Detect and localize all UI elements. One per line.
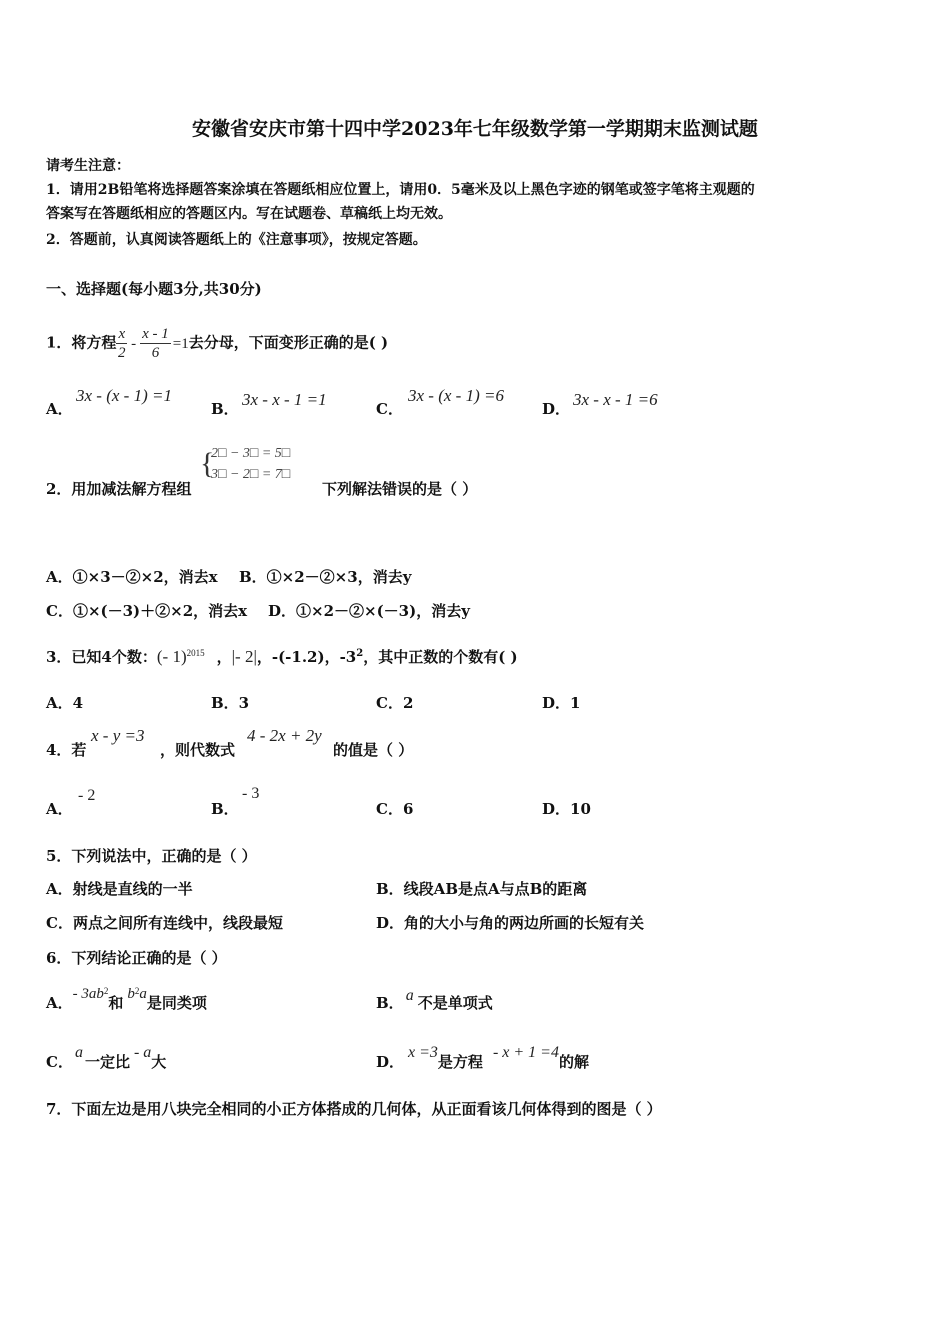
q3-suffix: ，其中正数的个数有( ) — [363, 648, 518, 666]
q3-comma: ， — [216, 648, 232, 666]
q6-option-a — [46, 986, 207, 1013]
q1-label-b: B． — [211, 400, 239, 418]
q1-equals: =1 — [172, 335, 189, 352]
q4-expression: 4 - 2x + 2y — [247, 726, 322, 745]
q6-a-term-1: - 3ab — [72, 986, 104, 1002]
q4-prefix: 4．若 — [46, 741, 87, 759]
q6-d-text: 是方程 — [437, 1053, 483, 1071]
q2-prefix: 2．用加减法解方程组 — [46, 480, 192, 498]
q5-option-b: B．线段AB是点A与点B的距离 — [376, 880, 588, 898]
q3-expr-2: |- 2| — [231, 647, 257, 666]
q3-rest-exponent: 2 — [356, 648, 364, 659]
q4-label-a: A． — [46, 800, 73, 818]
q6-a-term-2: b — [127, 986, 135, 1002]
q1-option-c: 3x - (x - 1) =6 — [408, 386, 504, 405]
q2-option-b: B．①×2－②×3，消去y — [239, 568, 412, 586]
q5-option-d: D．角的大小与角的两边所画的长短有关 — [376, 914, 645, 932]
q2-equation-1: 2□ − 3□ = 5□ — [211, 446, 291, 461]
q3-option-d: D．1 — [542, 694, 581, 712]
q1-frac2-num: x - 1 — [142, 326, 169, 342]
q2-option-d: D．①×2－②×(－3)，消去y — [268, 602, 470, 620]
q3-option-b: B．3 — [211, 694, 250, 712]
q6-a-term-1-exponent: 2 — [103, 986, 109, 996]
q4-condition: x - y =3 — [91, 726, 145, 745]
q6-a-text: 是同类项 — [146, 994, 207, 1012]
q1-stem — [46, 325, 388, 362]
q6-option-b — [376, 987, 493, 1013]
q4-option-c: C．6 — [376, 800, 414, 818]
q3-rest: ，-(-1.2)，-3 — [256, 648, 357, 666]
q1-label-c: C． — [376, 400, 403, 418]
q6-a-and: 和 — [108, 994, 124, 1012]
q3-expr-1-exponent: 2015 — [186, 648, 205, 658]
q3-prefix: 3．已知4个数： — [46, 648, 157, 666]
q3-stem — [46, 646, 518, 667]
q6-label-b: B． — [376, 994, 404, 1012]
q2-option-c: C．①×(－3)＋②×2，消去x — [46, 602, 248, 620]
q6-label-c: C． — [46, 1053, 73, 1071]
q4-suffix: 的值是（ ） — [333, 741, 414, 759]
q6-c-suffix: 大 — [151, 1053, 167, 1071]
q6-d-suffix: 的解 — [558, 1053, 589, 1071]
q6-a-term-2-exponent: 2 — [134, 986, 140, 996]
q5-stem: 5．下列说法中，正确的是（ ） — [46, 847, 257, 865]
notice-line-1: 1．请用2B铅笔将选择题答案涂填在答题纸相应位置上，请用0．5毫米及以上黑色字迹的钢笔或签字笔将主观题的 — [46, 182, 755, 198]
q5-option-a: A．射线是直线的一半 — [46, 880, 193, 898]
q4-option-d: D．10 — [542, 800, 591, 818]
q3-option-c: C．2 — [376, 694, 414, 712]
q6-stem: 6．下列结论正确的是（ ） — [46, 949, 227, 967]
q1-label-a: A． — [46, 400, 73, 418]
q1-fraction-2 — [140, 325, 171, 362]
q2-option-a: A．①×3－②×2，消去x — [46, 568, 218, 586]
q6-a-term-2-var: a — [139, 986, 147, 1002]
q2-brace: { — [200, 447, 215, 480]
q1-prefix: 1．将方程 — [46, 333, 117, 352]
q6-label-d: D． — [376, 1053, 405, 1071]
q7-stem: 7．下面左边是用八块完全相同的小正方体搭成的几何体，从正面看该几何体得到的图是（ ） — [46, 1100, 662, 1118]
q6-c-text: 一定比 — [84, 1053, 130, 1071]
q6-label-a: A． — [46, 994, 73, 1012]
notice-line-1b: 答案写在答题纸相应的答题区内。写在试题卷、草稿纸上均无效。 — [46, 206, 452, 222]
q4-option-b: - 3 — [242, 785, 260, 802]
q6-b-term: a — [405, 987, 414, 1004]
q4-mid: ，则代数式 — [160, 741, 236, 759]
q2-suffix: 下列解法错误的是（ ） — [322, 480, 478, 498]
q1-option-a: 3x - (x - 1) =1 — [76, 386, 172, 405]
q2-equation-2: 3□ − 2□ = 7□ — [211, 467, 291, 482]
q6-c-term-2: - a — [133, 1044, 152, 1061]
q3-option-a: A．4 — [46, 694, 84, 712]
q6-c-term-1: a — [74, 1044, 83, 1061]
q1-fraction-1 — [116, 325, 127, 362]
q1-minus: - — [131, 335, 137, 352]
q1-frac1-den: 2 — [118, 345, 126, 361]
q1-suffix: 去分母，下面变形正确的是( ) — [188, 333, 389, 352]
q6-d-equation-2: - x + 1 =4 — [492, 1044, 559, 1061]
q1-option-d: 3x - x - 1 =6 — [573, 390, 658, 409]
q1-frac2-den: 6 — [151, 345, 160, 361]
q1-frac1-num: x — [118, 326, 126, 342]
notice-line-2: 2．答题前，认真阅读答题纸上的《注意事项》，按规定答题。 — [46, 232, 427, 248]
q4-label-b: B． — [211, 800, 239, 818]
q5-option-c: C．两点之间所有连线中，线段最短 — [46, 914, 283, 932]
notice-heading: 请考生注意： — [46, 158, 130, 174]
q6-b-text: 不是单项式 — [417, 994, 493, 1012]
q6-option-c — [46, 1044, 167, 1072]
q3-expr-1: (- 1) — [156, 647, 187, 666]
q6-option-d — [376, 1044, 589, 1072]
q6-d-equation: x =3 — [408, 1044, 438, 1061]
q1-option-b: 3x - x - 1 =1 — [242, 390, 327, 409]
page-title: 安徽省安庆市第十四中学2023年七年级数学第一学期期末监测试题 — [192, 118, 758, 140]
q4-option-a: - 2 — [78, 787, 96, 804]
section-heading: 一、选择题(每小题3分,共30分) — [46, 280, 262, 298]
q1-label-d: D． — [542, 400, 571, 418]
